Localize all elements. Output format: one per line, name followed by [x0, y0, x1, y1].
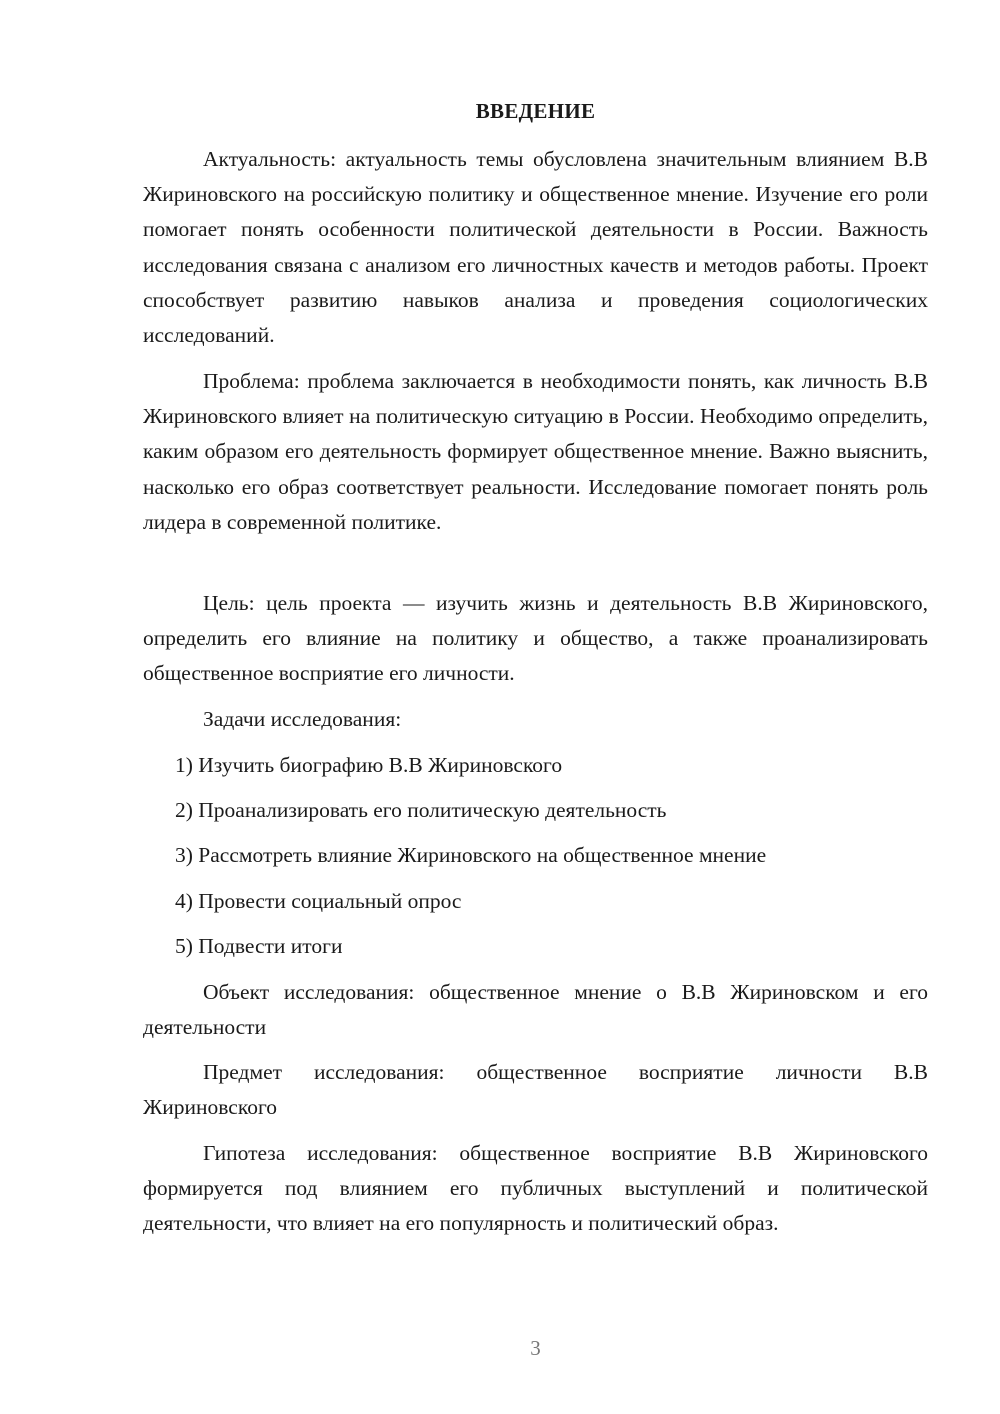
- goal-paragraph: Цель: цель проекта — изучить жизнь и деятельность В.В Жириновского, определить его влияние на политику и общество, а также проанализировать общественное восприятие его личности.: [143, 591, 928, 686]
- relevance-paragraph: Актуальность: актуальность темы обусловлена значительным влиянием В.В Жириновского на российскую политику и общественное мнение. Изучение его роли помогает понять особенности политической деятельности в России. Важность исследования связана с анализом его личностных качеств и методов работы. Проект способствует развитию навыков анализа и проведения социологических исследований.: [143, 147, 928, 348]
- object-paragraph: Объект исследования: общественное мнение о В.В Жириновском и его деятельности: [143, 980, 928, 1040]
- task-item-4: 4) Провести социальный опрос: [175, 889, 462, 913]
- page-number: 3: [530, 1336, 541, 1360]
- document-page: [143, 0, 928, 1414]
- task-item-3: 3) Рассмотреть влияние Жириновского на общественное мнение: [175, 843, 767, 867]
- task-item-1: 1) Изучить биографию В.В Жириновского: [175, 753, 563, 777]
- problem-paragraph: Проблема: проблема заключается в необходимости понять, как личность В.В Жириновского влияет на политическую ситуацию в России. Необходимо определить, каким образом его деятельность формирует общественное мнение. Важно выяснить, насколько его образ соответствует реальности. Исследование помогает понять роль лидера в современной политике.: [143, 369, 928, 534]
- task-item-5: 5) Подвести итоги: [175, 934, 343, 958]
- tasks-heading: Задачи исследования:: [203, 707, 402, 731]
- hypothesis-paragraph: Гипотеза исследования: общественное восприятие В.В Жириновского формируется под влиянием его публичных выступлений и политической деятельности, что влияет на его популярность и политический образ.: [143, 1141, 928, 1236]
- task-item-2: 2) Проанализировать его политическую деятельность: [175, 798, 667, 822]
- page-title: ВВЕДЕНИЕ: [475, 99, 596, 123]
- subject-paragraph: Предмет исследования: общественное восприятие личности В.В Жириновского: [143, 1060, 928, 1120]
